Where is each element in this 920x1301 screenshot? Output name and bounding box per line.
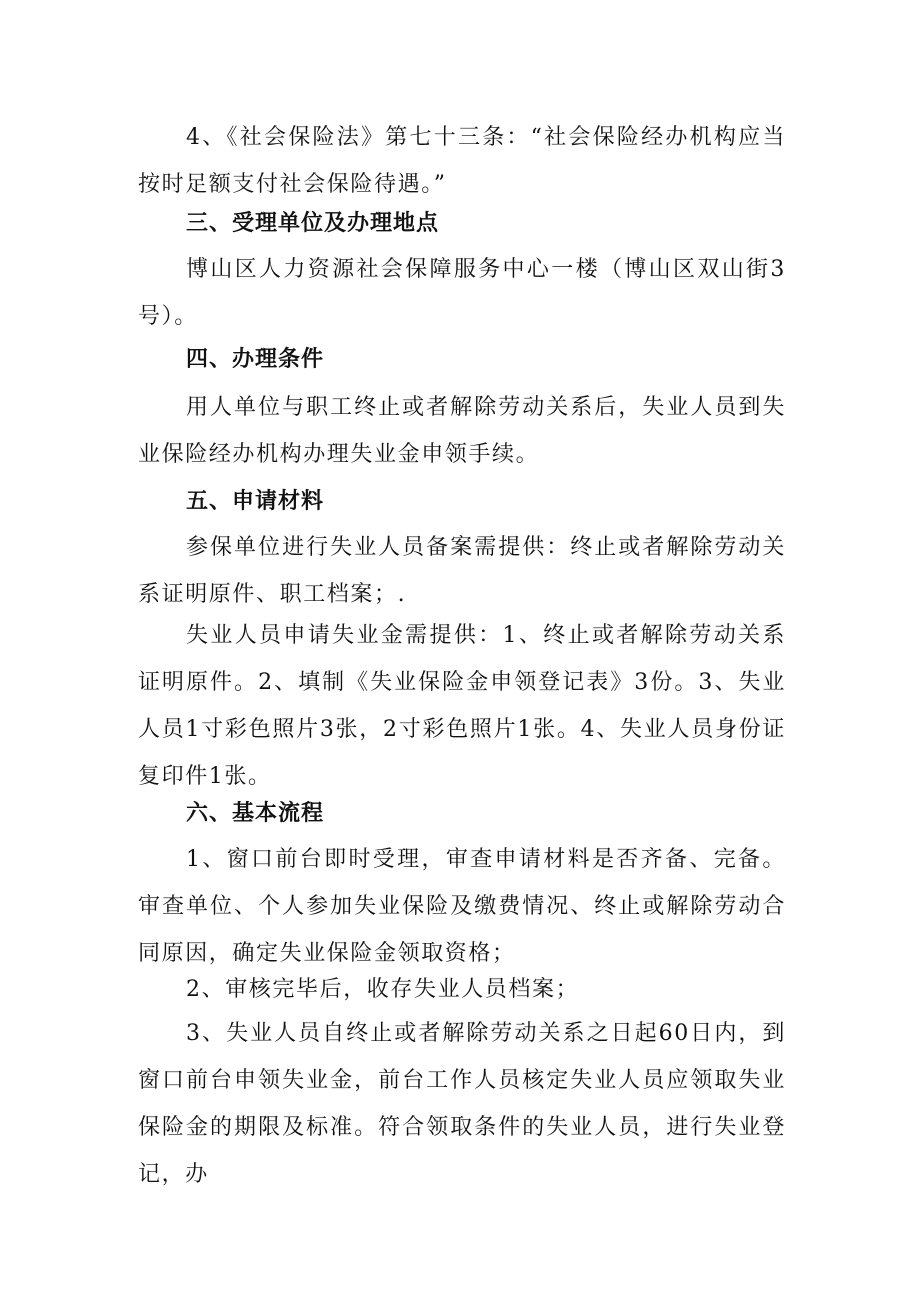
materials-unit-paragraph: 参保单位进行失业人员备案需提供：终止或者解除劳动关系证明原件、职工档案；.	[138, 535, 786, 607]
process-step-1: 1、窗口前台即时受理，审查申请材料是否齐备、完备。审查单位、个人参加失业保险及缴费情况、终止或解除劳动合同原因，确定失业保险金领取资格；	[138, 847, 786, 966]
conditions-paragraph: 用人单位与职工终止或者解除劳动关系后，失业人员到失业保险经办机构办理失业金申领手续。	[138, 395, 786, 467]
process-step-2: 2、审核完毕后，收存失业人员档案；	[186, 977, 580, 1002]
law-article-paragraph: 4、《社会保险法》第七十三条：“社会保险经办机构应当按时足额支付社会保险待遇。”	[138, 125, 786, 197]
section-heading-materials: 五、申请材料	[186, 489, 325, 514]
materials-person-paragraph: 失业人员申请失业金需提供：1、终止或者解除劳动关系证明原件。2、填制《失业保险金申领登记表》3份。3、失业人员1寸彩色照片3张，2寸彩色照片1张。4、失业人员身份证复印件1张。	[138, 623, 786, 789]
location-paragraph: 博山区人力资源社会保障服务中心一楼（博山区双山街3号）。	[138, 257, 786, 329]
section-heading-process: 六、基本流程	[186, 801, 325, 826]
process-step-3: 3、失业人员自终止或者解除劳动关系之日起60日内，到窗口前台申领失业金，前台工作人员核定失业人员应领取失业保险金的期限及标准。符合领取条件的失业人员，进行失业登记，办	[138, 1021, 786, 1187]
section-heading-location: 三、受理单位及办理地点	[186, 211, 440, 236]
section-heading-conditions: 四、办理条件	[186, 347, 325, 372]
